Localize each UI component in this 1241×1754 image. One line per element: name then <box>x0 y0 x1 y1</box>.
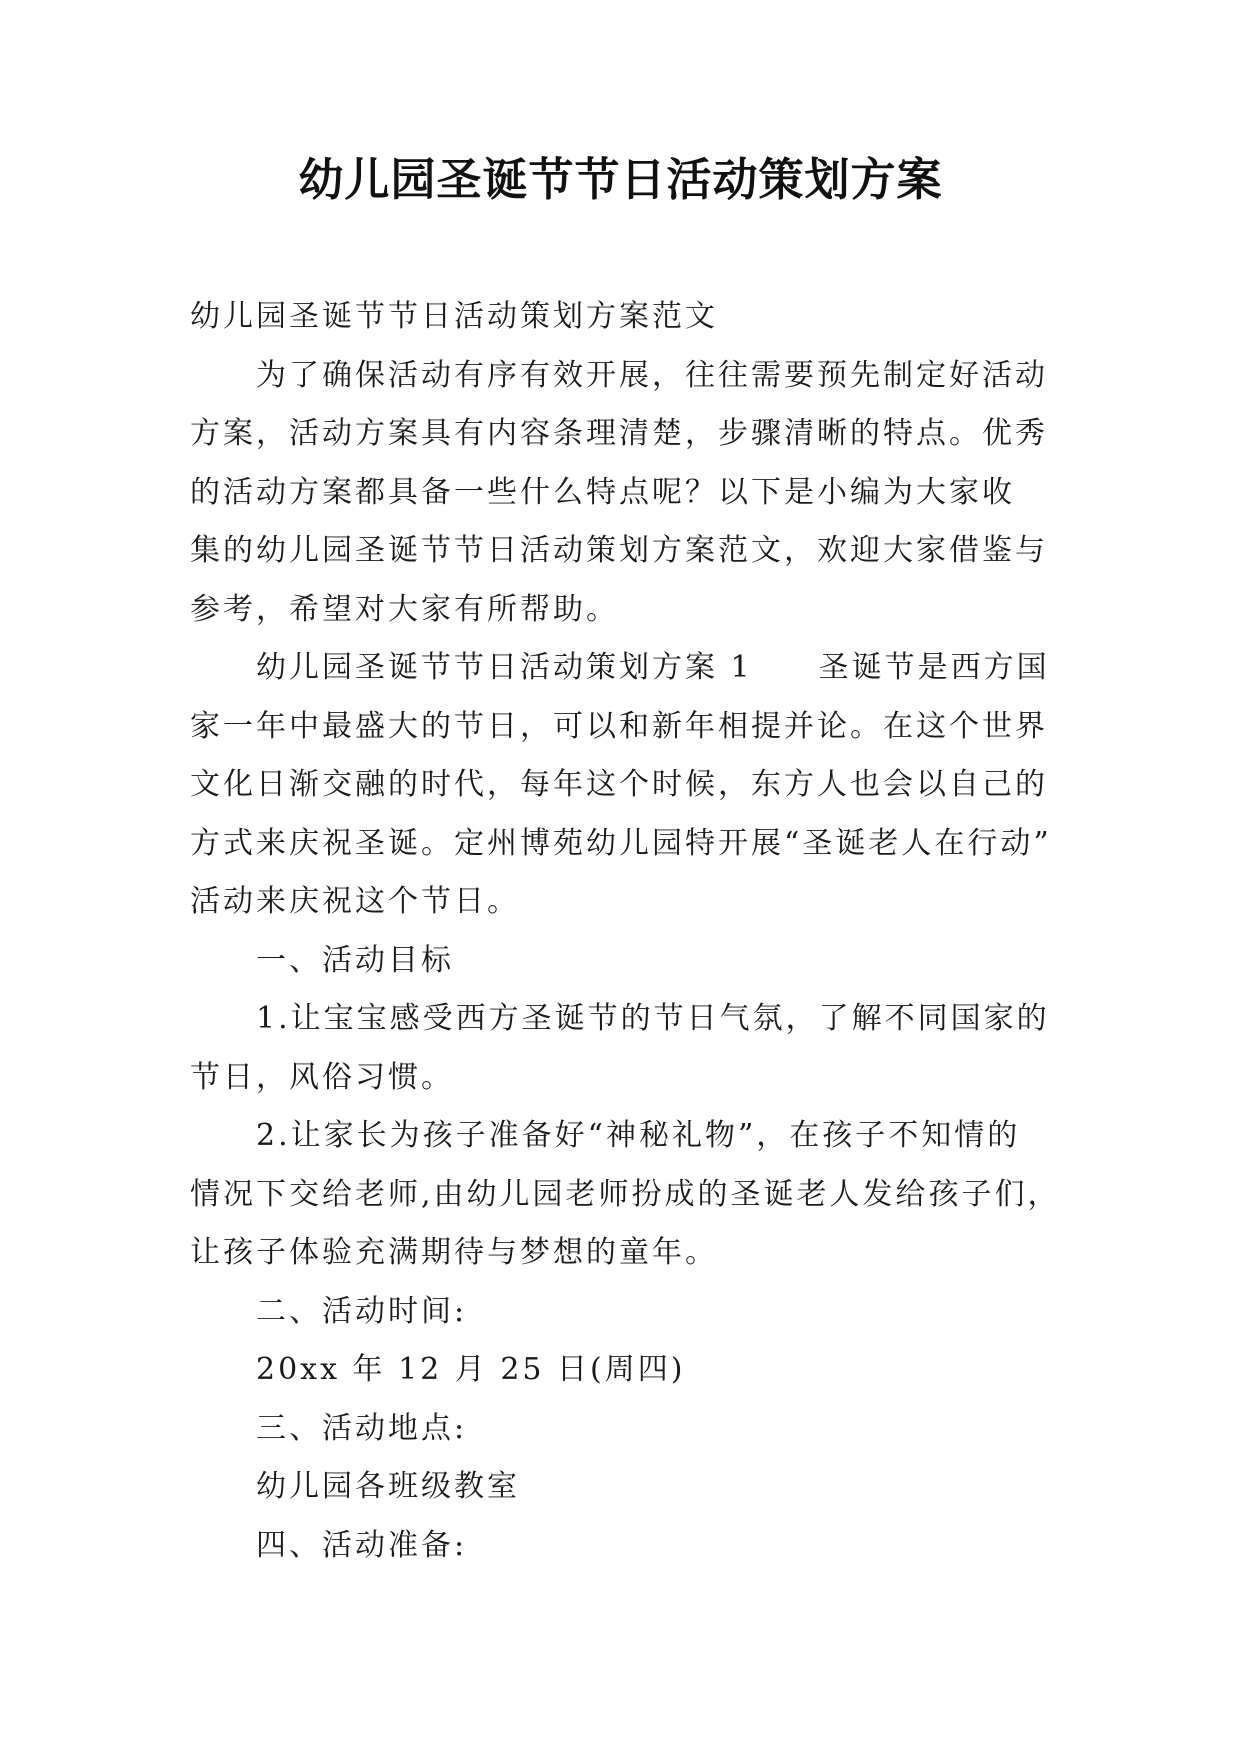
body-line: 幼儿园圣诞节节日活动策划方案范文 <box>190 299 718 334</box>
body-line: 为了确保活动有序有效开展，往往需要预先制定好活动 <box>256 357 1048 393</box>
body-line: 家一年中最盛大的节日，可以和新年相提并论。在这个世界 <box>190 708 1048 744</box>
body-line: 参考，希望对大家有所帮助。 <box>190 591 619 627</box>
body-line: 幼儿园各班级教室 <box>256 1469 520 1504</box>
body-line: 让孩子体验充满期待与梦想的童年。 <box>190 1235 718 1270</box>
body-line: 方式来庆祝圣诞。定州博苑幼儿园特开展“圣诞老人在行动” <box>190 825 1052 861</box>
body-line: 四、活动准备: <box>256 1527 468 1563</box>
body-line: 2.让家长为孩子准备好“神秘礼物”，在孩子不知情的 <box>256 1118 1021 1153</box>
document-body <box>190 288 1061 1575</box>
body-line: 节日，风俗习惯。 <box>190 1059 454 1095</box>
body-line: 活动来庆祝这个节日。 <box>190 884 520 919</box>
body-line: 20xx 年 12 月 25 日(周四) <box>256 1352 686 1387</box>
body-line: 1.让宝宝感受西方圣诞节的节日气氛，了解不同国家的 <box>256 1001 1050 1036</box>
body-line: 的活动方案都具备一些什么特点呢？以下是小编为大家收 <box>190 474 1015 510</box>
body-line: 集的幼儿园圣诞节节日活动策划方案范文，欢迎大家借鉴与 <box>190 533 1048 568</box>
body-line: 一、活动目标 <box>256 942 454 978</box>
body-line: 三、活动地点: <box>256 1410 468 1446</box>
body-line: 文化日渐交融的时代，每年这个时候，东方人也会以自己的 <box>190 767 1048 802</box>
body-line: 幼儿园圣诞节节日活动策划方案 1 圣诞节是西方国 <box>256 650 1050 685</box>
body-line: 方案，活动方案具有内容条理清楚，步骤清晰的特点。优秀 <box>190 416 1048 451</box>
body-line: 情况下交给老师,由幼儿园老师扮成的圣诞老人发给孩子们， <box>190 1176 1061 1212</box>
body-line: 二、活动时间: <box>256 1293 468 1329</box>
document-title: 幼儿园圣诞节节日活动策划方案 <box>298 153 943 206</box>
